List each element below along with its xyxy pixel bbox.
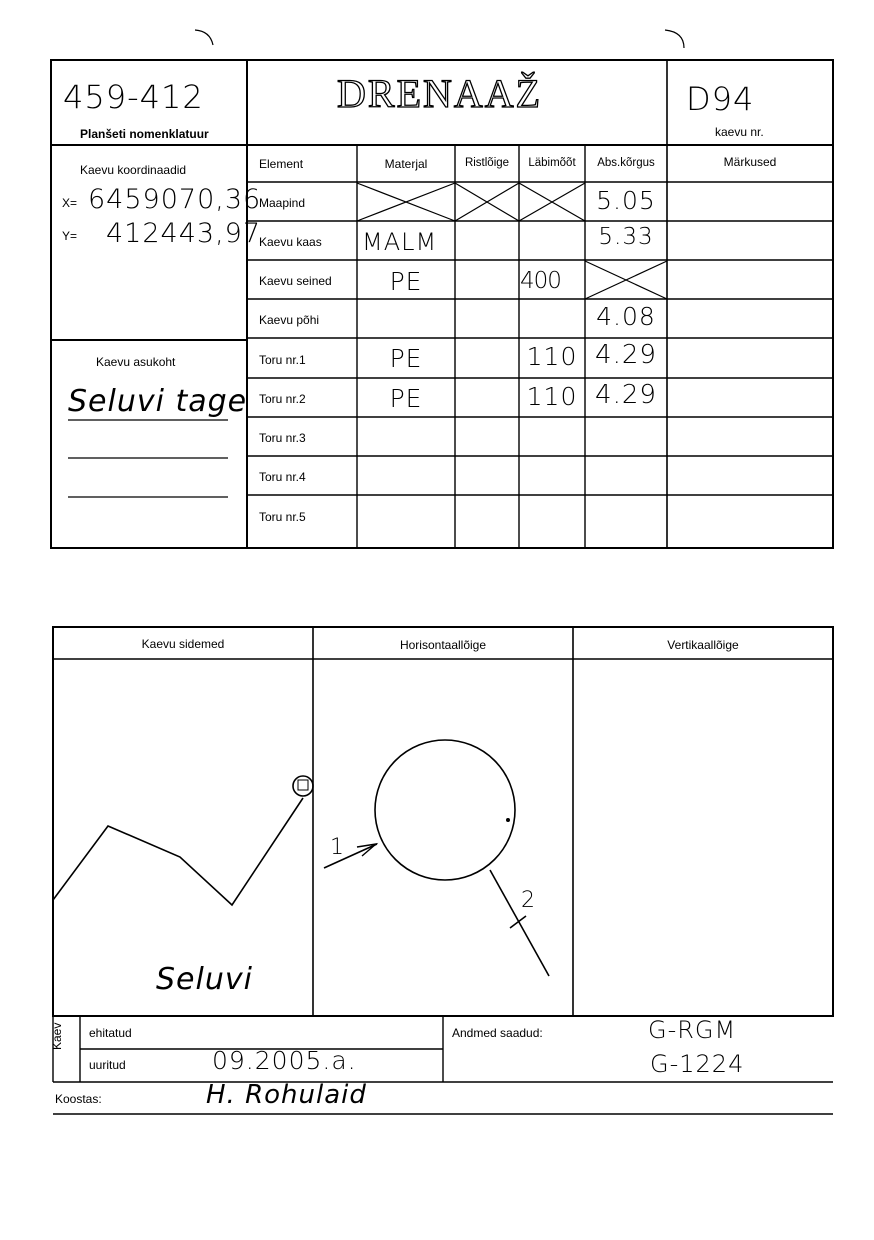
links-sketch <box>53 776 313 905</box>
nomenclature-value: 459-412 <box>63 78 204 116</box>
compiled-label: Koostas: <box>55 1092 102 1106</box>
row-element: Toru nr.5 <box>259 510 306 524</box>
location-label: Kaevu asukoht <box>96 355 176 369</box>
row-material: PE <box>389 384 423 413</box>
vertical-section-label: Vertikaallõige <box>667 638 739 652</box>
row-abs-height: 4.29 <box>595 380 657 410</box>
coordinate-x-prefix: X= <box>62 196 78 210</box>
row-element: Kaevu põhi <box>259 313 320 327</box>
nomenclature-label: Planšeti nomenklatuur <box>80 127 209 141</box>
links-section-label: Kaevu sidemed <box>141 637 225 651</box>
row-diameter: 400 <box>520 268 561 294</box>
sketch-text: Seluvi <box>156 962 253 997</box>
row-abs-height: 4.29 <box>595 340 657 370</box>
surveyed-label: uuritud <box>89 1058 126 1072</box>
footer-side-label: Kaev <box>50 1022 64 1050</box>
row-abs-height: 5.05 <box>596 186 656 215</box>
pipe-2-label: 2 <box>521 888 536 913</box>
header-material: Materjal <box>384 157 428 171</box>
row-material: PE <box>389 267 423 296</box>
location-value: Seluvi tage <box>68 384 248 419</box>
header-diameter: Läbimõõt <box>528 157 576 169</box>
row-abs-height: 5.33 <box>598 224 654 250</box>
horizontal-section-sketch <box>324 740 549 976</box>
compiled-value: H. Rohulaid <box>206 1080 367 1110</box>
well-number-value: D94 <box>686 80 755 118</box>
page-title: DRENAAŽ <box>337 71 543 116</box>
header-notes: Märkused <box>723 155 777 169</box>
coordinates-label: Kaevu koordinaadid <box>80 163 187 177</box>
data-source-label: Andmed saadud: <box>452 1026 543 1040</box>
row-element: Toru nr.3 <box>259 431 306 445</box>
well-number-label: kaevu nr. <box>715 125 764 139</box>
row-abs-height: 4.08 <box>596 302 656 331</box>
row-material: MALM <box>362 228 438 256</box>
coordinate-y-prefix: Y= <box>62 229 78 243</box>
header-abs-height: Abs.kõrgus <box>597 157 655 169</box>
row-element: Kaevu seined <box>259 274 332 288</box>
row-diameter: 110 <box>526 382 578 411</box>
row-element: Kaevu kaas <box>259 235 322 249</box>
data-source-value-2: G-1224 <box>650 1050 745 1078</box>
row-element: Toru nr.4 <box>259 470 306 484</box>
header-element: Element <box>259 157 304 171</box>
row-diameter: 110 <box>526 342 578 371</box>
pipe-1-label: 1 <box>330 835 345 860</box>
coordinate-x-value: 6459070,36 <box>88 184 262 215</box>
header-cross-section: Ristlõige <box>464 157 510 169</box>
built-label: ehitatud <box>89 1026 132 1040</box>
coordinate-y-value: 412443,97 <box>106 218 262 249</box>
data-source-value-1: G-RGM <box>648 1016 737 1044</box>
row-material: PE <box>389 344 423 373</box>
row-element: Maapind <box>259 196 306 210</box>
row-element: Toru nr.1 <box>259 353 306 367</box>
horizontal-section-label: Horisontaallõige <box>399 638 487 652</box>
row-element: Toru nr.2 <box>259 392 306 406</box>
surveyed-value: 09.2005.a. <box>212 1046 357 1075</box>
